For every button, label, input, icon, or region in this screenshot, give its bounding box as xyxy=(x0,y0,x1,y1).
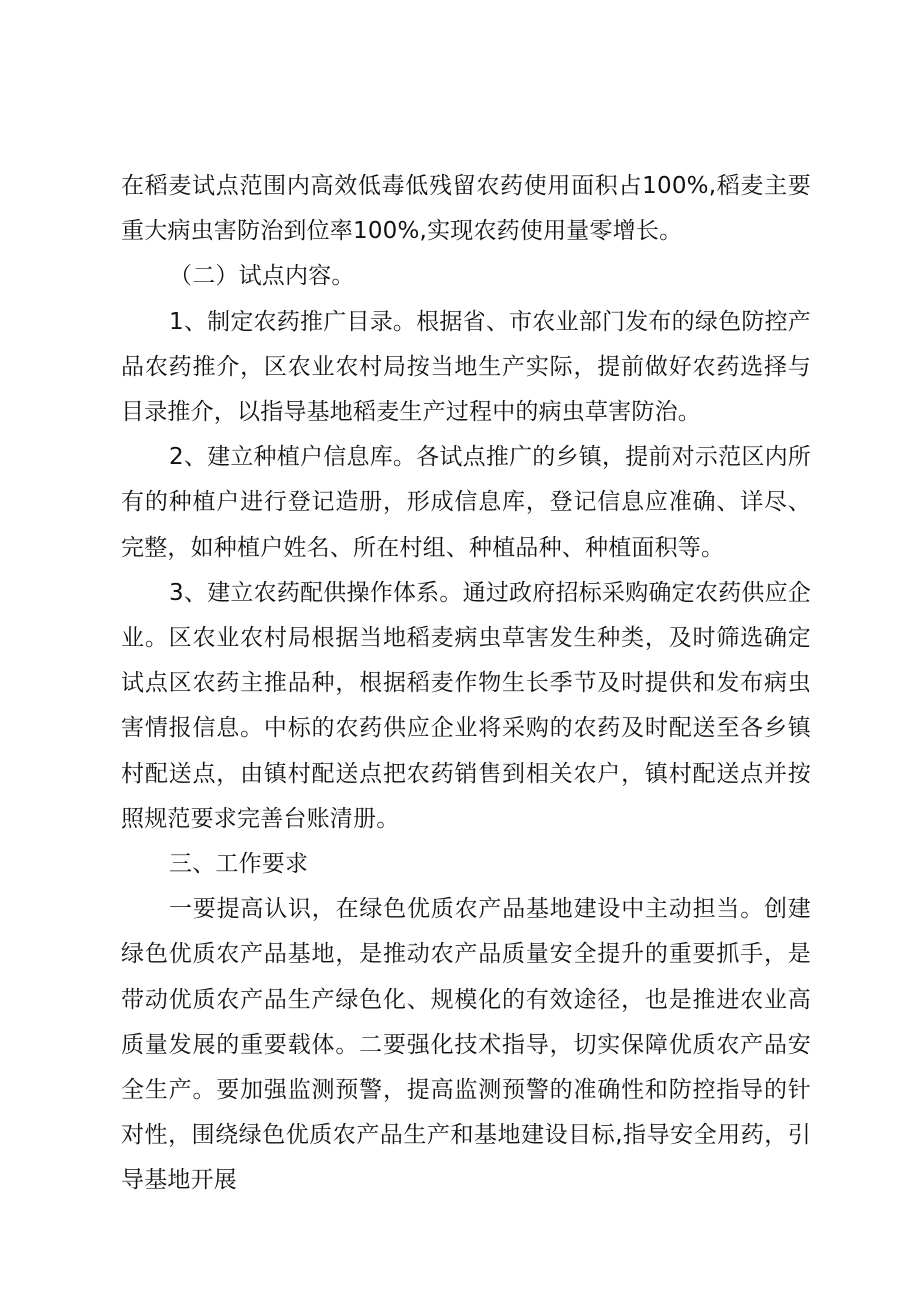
section-heading-work-requirements: 三、工作要求 xyxy=(169,851,309,878)
paragraph-requirements-body: 一要提高认识，在绿色优质农产品基地建设中主动担当。创建绿色优质农产品基地，是推动农产品质量安全提升的重要抓手，是带动优质农产品生产绿色化、规模化的有效途径，也是推进农业高质量发展的重要载体。二要强化技术指导，切实保障优质农产品安全生产。要加强监测预警，提高监测预警的准确性和防控指导的针对性，围绕绿色优质农产品生产和基地建设目标,指导安全用药，引导基地开展 xyxy=(121,896,811,1194)
paragraph-item-3: 3、建立农药配供操作体系。通过政府招标采购确定农药供应企业。区农业农村局根据当地稻麦病虫草害发生种类，及时筛选确定试点区农药主推品种，根据稻麦作物生长季节及时提供和发布病虫害情报信息。中标的农药供应企业将采购的农药及时配送至各乡镇村配送点，由镇村配送点把农药销售到相关农户，镇村配送点并按照规范要求完善台账清册。 xyxy=(121,579,811,832)
paragraph-item-1: 1、制定农药推广目录。根据省、市农业部门发布的绿色防控产品农药推介，区农业农村局按当地生产实际，提前做好农药选择与目录推介，以指导基地稻麦生产过程中的病虫草害防治。 xyxy=(121,308,811,426)
section-heading-pilot-content: （二）试点内容。 xyxy=(169,263,355,290)
paragraph-continued-target: 在稻麦试点范围内高效低毒低残留农药使用面积占100%,稻麦主要重大病虫害防治到位率100%,实现农药使用量零增长。 xyxy=(121,173,811,245)
paragraph-item-2: 2、建立种植户信息库。各试点推广的乡镇，提前对示范区内所有的种植户进行登记造册，形成信息库，登记信息应准确、详尽、完整，如种植户姓名、所在村组、种植品种、种植面积等。 xyxy=(121,444,811,561)
document-body xyxy=(121,164,811,1204)
